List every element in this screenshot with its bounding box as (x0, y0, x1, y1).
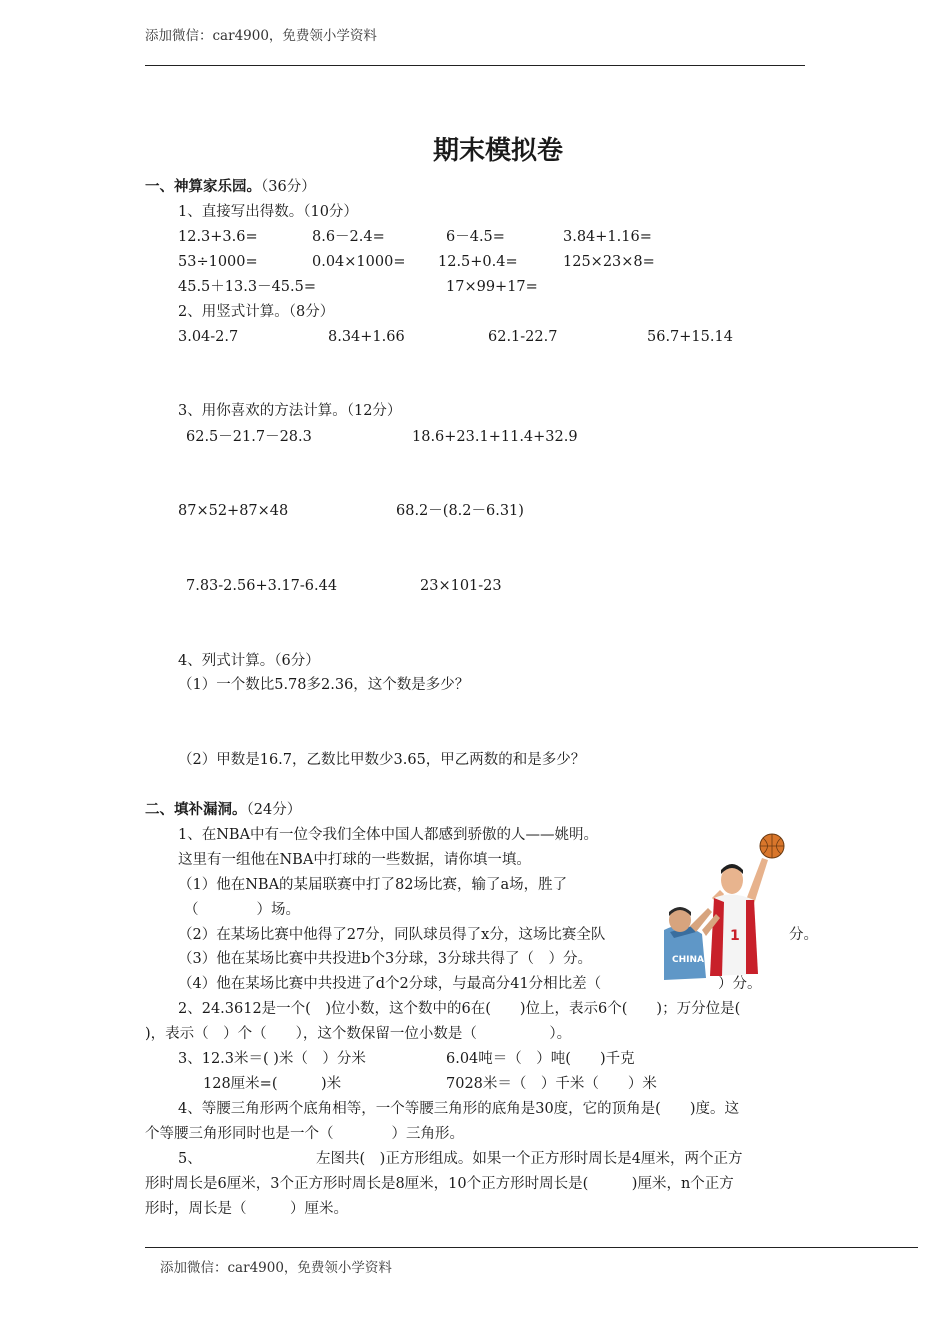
s2-q1-line-end: 分。 (789, 927, 818, 943)
q1-label: 1、直接写出得数。（10分） (178, 204, 358, 220)
q3-item: 23×101-23 (420, 578, 502, 594)
q3-item: 62.5－21.7－28.3 (186, 429, 312, 445)
section-2-points: （24分） (246, 802, 302, 818)
s2-q2-line: )，表示（ ）个（ ），这个数保留一位小数是（ ）。 (145, 1026, 572, 1042)
basketball-player-icon (650, 828, 790, 986)
s2-q4-line: 4、等腰三角形两个底角相等，一个等腰三角形的底角是30度，它的顶角是( )度。这 (178, 1101, 739, 1117)
q2-item: 3.04-2.7 (178, 329, 239, 345)
s2-q3-line: 7028米＝（ ）千米（ ）米 (446, 1076, 657, 1092)
q3-item: 18.6+23.1+11.4+32.9 (412, 429, 578, 445)
s2-q1-line-end: ）分。 (718, 976, 762, 992)
s2-q3-line: 3、12.3米＝( )米（ ）分米 (178, 1051, 366, 1067)
q1-item: 6－4.5= (446, 229, 505, 245)
s2-q1-line: 这里有一组他在NBA中打球的一些数据，请你填一填。 (178, 852, 531, 868)
q4-label: 4、列式计算。（6分） (178, 653, 320, 669)
q2-item: 56.7+15.14 (647, 329, 733, 345)
q2-item: 62.1-22.7 (488, 329, 558, 345)
q4-part-1: （1）一个数比5.78多2.36，这个数是多少？ (178, 677, 470, 693)
q1-item: 8.6－2.4= (312, 229, 385, 245)
section-1-title: 一、神算家乐园。 (145, 179, 261, 195)
header-text: 添加微信：car4900，免费领小学资料 (145, 28, 377, 44)
s2-q5-line: 形时，周长是（ ）厘米。 (145, 1201, 348, 1217)
section-2-heading (145, 801, 301, 819)
q1-item: 3.84+1.16= (563, 229, 652, 245)
footer-text: 添加微信：car4900，免费领小学资料 (160, 1260, 392, 1276)
q1-item: 53÷1000= (178, 254, 258, 270)
s2-q2-line: 2、24.3612是一个( )位小数，这个数中的6在( )位上，表示6个( )；万分位是( (178, 1001, 741, 1017)
jersey-text: CHINA (672, 955, 704, 965)
s2-q1-line: （1）他在NBA的某届联赛中打了82场比赛，输了a场，胜了 (178, 877, 568, 893)
svg-text:1: 1 (730, 928, 740, 944)
footer-rule (145, 1247, 918, 1248)
q1-item: 12.3+3.6= (178, 229, 258, 245)
section-1-points: （36分） (261, 179, 316, 195)
s2-q3-line: 128厘米=( )米 (203, 1076, 342, 1092)
header-rule (145, 65, 805, 66)
s2-q1-line: （ ）场。 (184, 902, 300, 918)
s2-q1-line: （2）在某场比赛中他得了27分，同队球员得了x分，这场比赛全队 (178, 927, 606, 943)
q1-item: 45.5＋13.3－45.5= (178, 279, 317, 295)
basketball-player-illustration (650, 828, 790, 986)
s2-q1-line: （4）他在某场比赛中共投进了d个2分球，与最高分41分相比差（ (178, 976, 602, 992)
s2-q5-line: 左图共( )正方形组成。如果一个正方形时周长是4厘米，两个正方 (316, 1151, 743, 1167)
s2-q5-line: 5、 (178, 1151, 202, 1167)
page-title: 期末模拟卷 (433, 136, 564, 166)
s2-q1-line: （3）他在某场比赛中共投进b个3分球，3分球共得了（ ）分。 (178, 951, 592, 967)
q3-item: 68.2－(8.2－6.31) (396, 503, 524, 519)
q4-part-2: （2）甲数是16.7，乙数比甲数少3.65，甲乙两数的和是多少？ (178, 752, 586, 768)
s2-q4-line: 个等腰三角形同时也是一个（ ）三角形。 (145, 1126, 464, 1142)
q3-item: 87×52+87×48 (178, 503, 289, 519)
q3-label: 3、用你喜欢的方法计算。（12分） (178, 403, 402, 419)
q1-item: 125×23×8= (563, 254, 655, 270)
s2-q1-line: 1、在NBA中有一位令我们全体中国人都感到骄傲的人——姚明。 (178, 827, 599, 843)
q3-item: 7.83-2.56+3.17-6.44 (186, 578, 338, 594)
q1-item: 12.5+0.4= (438, 254, 518, 270)
q1-item: 17×99+17= (446, 279, 538, 295)
section-2-title: 二、填补漏洞。 (145, 802, 247, 818)
s2-q5-line: 形时周长是6厘米，3个正方形时周长是8厘米，10个正方形时周长是( )厘米，n个正方 (145, 1176, 734, 1192)
q2-item: 8.34+1.66 (328, 329, 405, 345)
section-1-heading (145, 178, 316, 196)
q2-label: 2、用竖式计算。（8分） (178, 304, 335, 320)
q1-item: 0.04×1000= (312, 254, 406, 270)
s2-q3-line: 6.04吨＝（ ）吨( )千克 (446, 1051, 635, 1067)
